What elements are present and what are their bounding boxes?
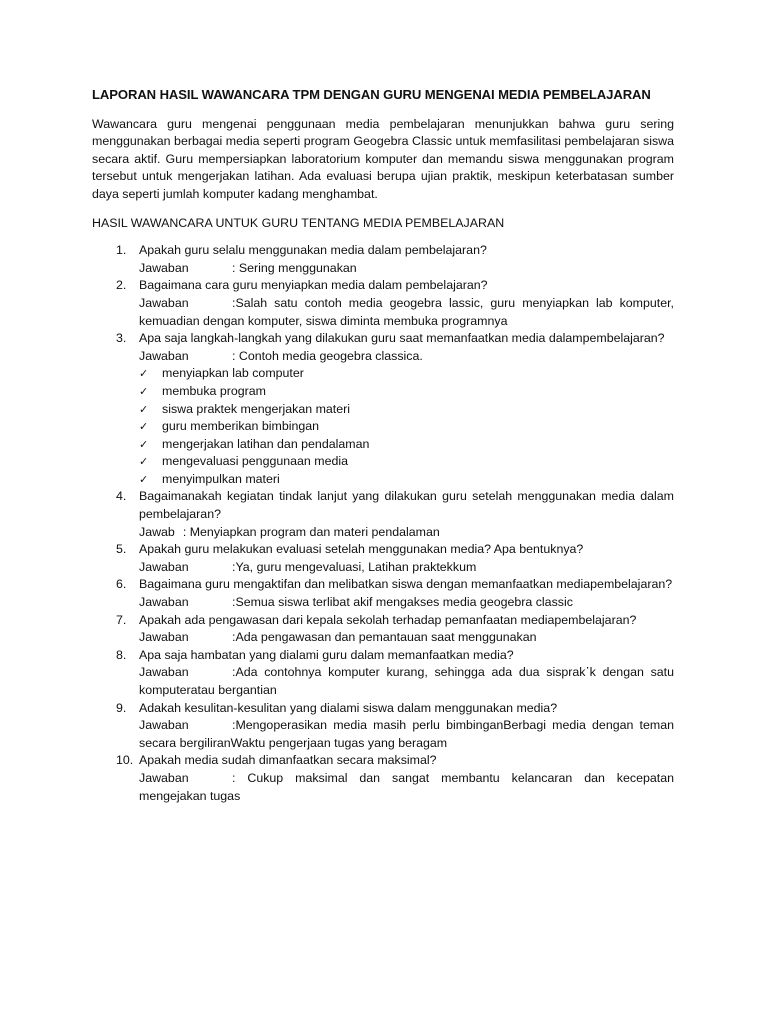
answer-label: Jawaban [139,559,189,574]
qa-number: 4. [116,489,127,504]
qa-number: 10. [116,753,134,768]
answer-row [139,348,674,366]
answer-row [139,260,674,278]
answer-label: Jawaban [139,665,189,680]
answer-label: Jawaban [139,260,189,275]
qa-item-8 [92,647,674,700]
qa-number: 5. [116,542,127,557]
answer-label: Jawaban [139,595,189,610]
qa-number: 2. [116,278,127,293]
document-page [92,86,674,805]
qa-number: 7. [116,612,127,627]
answer-text: :Semua siswa terlibat akif mengakses media geogebra classic [232,595,573,610]
answer-row [139,594,674,612]
qa-item-7 [92,612,674,647]
answer-row [139,717,674,752]
answer-label: Jawab [139,524,175,539]
answer-text: :Ada contohnya komputer kurang, sehingga ada dua sisprak᾽k dengan satu komputeratau bergantian [139,665,674,697]
qa-item-1 [92,242,674,277]
question-text: Bagaimana cara guru menyiapkan media dalam pembelajaran? [139,278,488,293]
qa-list [92,242,674,805]
answer-text: : Menyiapkan program dan materi pendalaman [182,524,440,539]
answer-text: :Mengoperasikan media masih perlu bimbinganBerbagi media dengan teman secara bergiliranWaktu pengerjaan tugas yang beragam [139,718,674,750]
checkmark-icon: ✓ [139,420,149,434]
qa-item-9 [92,700,674,753]
document-title: LAPORAN HASIL WAWANCARA TPM DENGAN GURU MENGENAI MEDIA PEMBELAJARAN [92,87,651,102]
answer-text: :Salah satu contoh media geogebra lassic, guru menyiapkan lab komputer, kemuadian dengan komputer, siswa diminta membuka programnya [139,295,674,328]
question-text: Apa saja langkah-langkah yang dilakukan guru saat memanfaatkan media dalampembelajaran? [139,331,665,346]
checklist-item: ✓ menyimpulkan materi [139,471,674,489]
checkmark-icon: ✓ [139,437,149,451]
question-text: Bagaimana guru mengaktifan dan melibatkan siswa dengan memanfaatkan mediapembelajaran? [139,577,673,592]
checkmark-icon: ✓ [139,384,149,398]
qa-item-10 [92,752,674,805]
question-text: Bagaimanakah kegiatan tindak lanjut yang dilakukan guru setelah menggunakan media dalam pembelajaran? [139,489,674,522]
qa-item-3 [92,330,674,488]
qa-item-4 [92,488,674,541]
qa-item-6 [92,576,674,611]
answer-row [139,664,674,699]
qa-item-5 [92,541,674,576]
checkmark-icon: ✓ [139,455,149,469]
answer-label: Jawaban [139,770,189,785]
answer-row [139,295,674,330]
question-text: Apakah ada pengawasan dari kepala sekolah terhadap pemanfaatan mediapembelajaran? [139,612,637,627]
qa-number: 6. [116,577,127,592]
question-text: Apa saja hambatan yang dialami guru dalam memanfaatkan media? [139,647,514,662]
answer-text: : Contoh media geogebra classica. [232,348,423,363]
question-text: Adakah kesulitan-kesulitan yang dialami siswa dalam menggunakan media? [139,700,558,715]
qa-number: 9. [116,700,127,715]
checkmark-icon: ✓ [139,472,149,486]
answer-text: :Ada pengawasan dan pemantauan saat menggunakan [232,630,537,645]
answer-label: Jawaban [139,295,189,310]
checklist-item: ✓ membuka program [139,383,674,401]
checklist-item: ✓ menyiapkan lab computer [139,365,674,383]
question-text: Apakah guru selalu menggunakan media dalam pembelajaran? [139,243,487,258]
checklist-item: ✓ guru memberikan bimbingan [139,418,674,436]
section-heading: HASIL WAWANCARA UNTUK GURU TENTANG MEDIA PEMBELAJARAN [92,215,505,230]
qa-item-2 [92,277,674,330]
checklist-item: ✓ mengerjakan latihan dan pendalaman [139,436,674,454]
qa-number: 8. [116,647,127,662]
steps-checklist [139,365,674,488]
answer-row [139,770,674,805]
answer-label: Jawaban [139,348,189,363]
answer-row [139,524,674,542]
checklist-item: ✓ mengevaluasi penggunaan media [139,453,674,471]
question-text: Apakah guru melakukan evaluasi setelah menggunakan media? Apa bentuknya? [139,542,584,557]
answer-label: Jawaban [139,630,189,645]
answer-label: Jawaban [139,718,189,733]
checklist-item: ✓ siswa praktek mengerjakan materi [139,401,674,419]
intro-paragraph: Wawancara guru mengenai penggunaan media pembelajaran menunjukkan bahwa guru sering menggunakan berbagai media seperti program Geogebra Classic untuk memfasilitasi pembelajaran siswa secara aktif. Guru mempersiapkan laboratorium komputer dan memandu siswa menggunakan program tersebut untuk mengerjakan latihan. Ada evaluasi berupa ujian praktik, meskipun keterbatasan sumber daya seperti jumlah komputer kadang menghambat. [92,116,674,201]
answer-text: :Ya, guru mengevaluasi, Latihan praktekkum [232,559,477,574]
qa-number: 1. [116,243,127,258]
checkmark-icon: ✓ [139,402,149,416]
answer-row [139,629,674,647]
answer-text: : Cukup maksimal dan sangat membantu kelancaran dan kecepatan mengejakan tugas [139,770,674,803]
question-text: Apakah media sudah dimanfaatkan secara maksimal? [139,753,437,768]
answer-row [139,559,674,577]
qa-number: 3. [116,331,127,346]
checkmark-icon: ✓ [139,367,149,381]
answer-text: : Sering menggunakan [232,260,357,275]
